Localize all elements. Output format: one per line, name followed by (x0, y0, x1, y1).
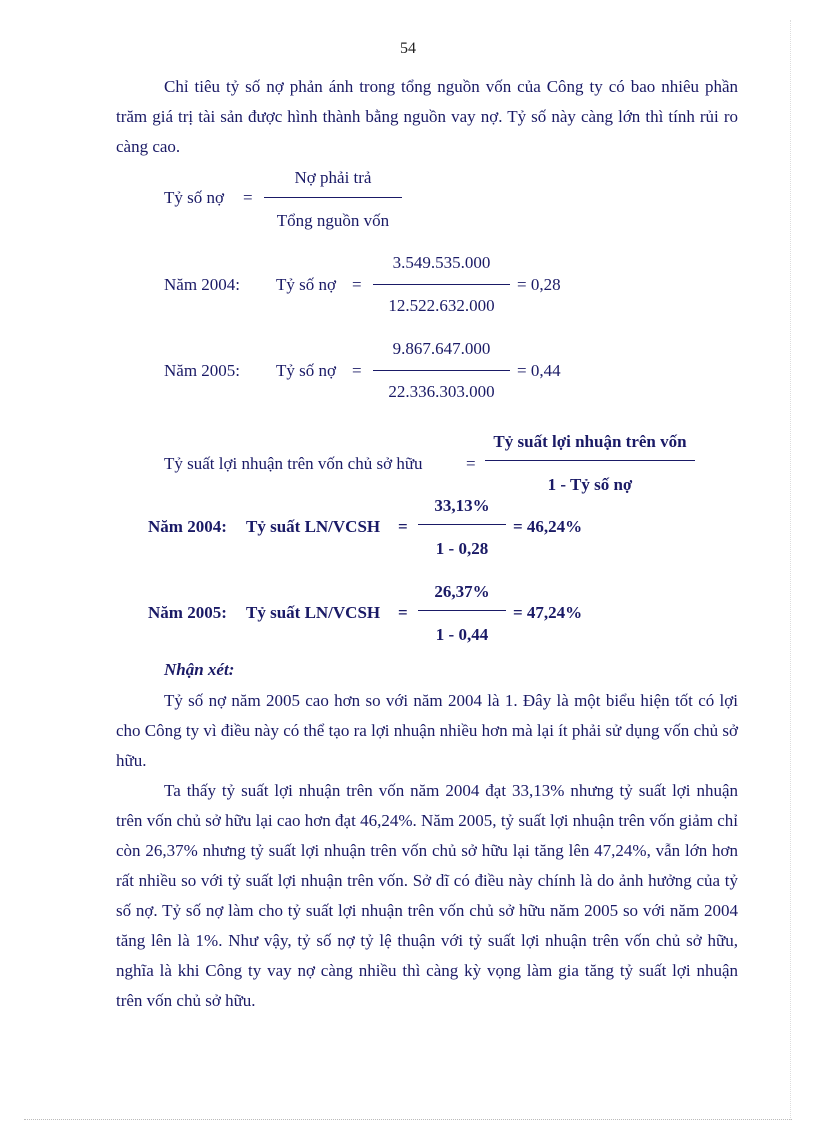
formula-denominator: 1 - Tỷ số nợ (547, 475, 633, 494)
intro-paragraph: Chỉ tiêu tỷ số nợ phản ánh trong tổng nguồn vốn của Công ty có bao nhiêu phần trăm giá trị tài sản được hình thành bằng nguồn vay nợ. Tỷ số này càng lớn thì tính rủi ro càng cao. (116, 77, 738, 156)
numerator: 33,13% (434, 496, 490, 515)
numerator: 3.549.535.000 (392, 253, 491, 272)
page-edge-vertical (790, 20, 791, 1120)
formula-equals: = (243, 188, 253, 207)
formula-denominator: Tổng nguồn vốn (276, 211, 390, 230)
year-label: Năm 2004: (148, 517, 227, 536)
remarks-heading: Nhận xét: (164, 660, 235, 679)
equals-sign: = (352, 275, 362, 294)
result: = 47,24% (513, 603, 583, 622)
equals-sign: = (352, 361, 362, 380)
year-label: Năm 2005: (164, 361, 241, 380)
formula-label: Tỷ số nợ (164, 188, 224, 207)
formula-label: Tỷ suất lợi nhuận trên vốn chủ sở hữu (164, 454, 423, 473)
formula-numerator: Nợ phải trả (294, 168, 372, 187)
denominator: 1 - 0,44 (435, 625, 489, 644)
year-label: Năm 2005: (148, 603, 227, 622)
page-number: 54 (400, 40, 416, 57)
fraction-bar (264, 197, 402, 198)
fraction-bar (373, 370, 510, 371)
fraction-bar (418, 524, 506, 525)
fraction-bar (485, 460, 695, 461)
ratio-label: Tỷ suất LN/VCSH (246, 603, 381, 622)
denominator: 1 - 0,28 (435, 539, 489, 558)
ratio-label: Tỷ số nợ (276, 361, 336, 380)
year-label: Năm 2004: (164, 275, 241, 294)
equals-sign: = (398, 517, 408, 536)
fraction-bar (418, 610, 506, 611)
remark-paragraph-1: Tỷ số nợ năm 2005 cao hơn so với năm 2004 là 1. Đây là một biểu hiện tốt có lợi cho Công ty vì điều này có thể tạo ra lợi nhuận nhiều hơn mà lại ít phải sử dụng vốn chủ sở hữu. (116, 691, 738, 770)
remark-paragraph-2: Ta thấy tỷ suất lợi nhuận trên vốn năm 2004 đạt 33,13% nhưng tỷ suất lợi nhuận trên vốn chủ sở hữu lại cao hơn đạt 46,24%. Năm 2005, tỷ suất lợi nhuận trên vốn giảm chỉ còn 26,37% nhưng tỷ suất lợi nhuận trên vốn chủ sở hữu lại tăng lên 47,24%, vẫn lớn hơn rất nhiều so với tỷ suất lợi nhuận trên vốn. Sở dĩ có điều này chính là do ảnh hưởng của tỷ số nợ. Tỷ số nợ làm cho tỷ suất lợi nhuận trên vốn chủ sở hữu năm 2005 so với năm 2004 tăng lên là 1%. Như vậy, tỷ số nợ tỷ lệ thuận với tỷ suất lợi nhuận trên vốn chủ sở hữu, nghĩa là khi Công ty vay nợ càng nhiều thì càng kỳ vọng làm gia tăng tỷ suất lợi nhuận trên vốn chủ sở hữu. (116, 781, 738, 1010)
ratio-label: Tỷ suất LN/VCSH (246, 517, 381, 536)
denominator: 22.336.303.000 (388, 382, 495, 401)
numerator: 9.867.647.000 (392, 339, 491, 358)
page-edge-bottom (24, 1119, 792, 1120)
result: = 0,28 (517, 275, 561, 294)
formula-numerator: Tỷ suất lợi nhuận trên vốn (493, 432, 687, 451)
formula-equals: = (466, 454, 476, 473)
ratio-label: Tỷ số nợ (276, 275, 336, 294)
fraction-bar (373, 284, 510, 285)
denominator: 12.522.632.000 (388, 296, 495, 315)
result: = 46,24% (513, 517, 583, 536)
equals-sign: = (398, 603, 408, 622)
numerator: 26,37% (434, 582, 490, 601)
result: = 0,44 (517, 361, 561, 380)
